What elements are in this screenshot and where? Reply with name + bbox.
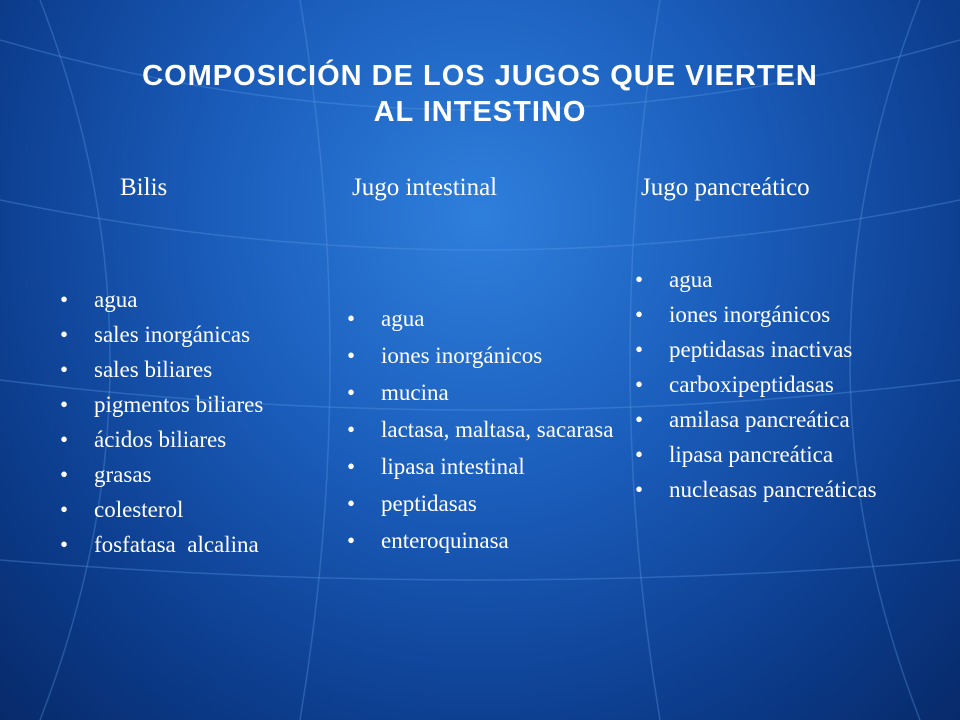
list-item: • sales biliares bbox=[60, 352, 330, 387]
list-item: • nucleasas pancreáticas bbox=[635, 472, 925, 507]
list-item: • enteroquinasa bbox=[347, 522, 617, 559]
list-item: • agua bbox=[60, 282, 330, 317]
header-bilis: Bilis bbox=[120, 174, 168, 201]
list-item: • fosfatasa alcalina bbox=[60, 527, 330, 562]
list-item: • grasas bbox=[60, 457, 330, 492]
page-title bbox=[0, 58, 960, 130]
list-item: • pigmentos biliares bbox=[60, 387, 330, 422]
title-line-1: COMPOSICIÓN DE LOS JUGOS QUE VIERTEN bbox=[142, 60, 818, 92]
list-jugo-pancreatico bbox=[635, 262, 925, 507]
list-item: • lipasa intestinal bbox=[347, 448, 617, 485]
list-item: • colesterol bbox=[60, 492, 330, 527]
header-jugo-pancreatico: Jugo pancreático bbox=[641, 174, 810, 201]
list-item: • iones inorgánicos bbox=[347, 337, 617, 374]
list-item: • lactasa, maltasa, sacarasa bbox=[347, 411, 617, 448]
list-item: • ácidos biliares bbox=[60, 422, 330, 457]
list-item: • mucina bbox=[347, 374, 617, 411]
list-item: • sales inorgánicas bbox=[60, 317, 330, 352]
list-item: • iones inorgánicos bbox=[635, 297, 925, 332]
title-line-2: AL INTESTINO bbox=[373, 96, 587, 128]
header-jugo-intestinal: Jugo intestinal bbox=[352, 174, 498, 201]
list-jugo-intestinal bbox=[347, 300, 617, 559]
list-item: • carboxipeptidasas bbox=[635, 367, 925, 402]
list-item: • agua bbox=[635, 262, 925, 297]
list-item: • lipasa pancreática bbox=[635, 437, 925, 472]
list-item: • agua bbox=[347, 300, 617, 337]
list-item: • peptidasas bbox=[347, 485, 617, 522]
list-item: • peptidasas inactivas bbox=[635, 332, 925, 367]
list-item: • amilasa pancreática bbox=[635, 402, 925, 437]
list-bilis bbox=[60, 282, 330, 562]
